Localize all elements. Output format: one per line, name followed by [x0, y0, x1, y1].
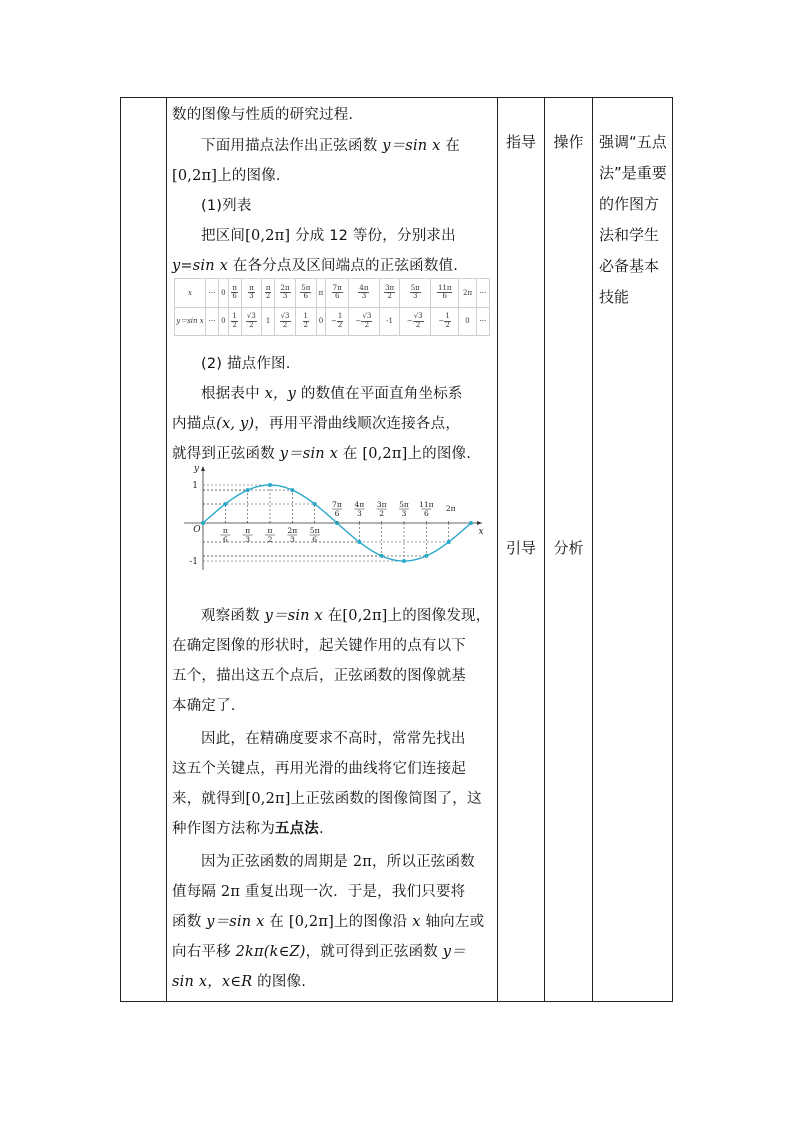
table-cell: − $\frac{√3}{2}$	[349, 307, 380, 336]
table-cell: 0	[219, 307, 228, 336]
table-cell: $\frac{5\pi}{3}$	[400, 279, 431, 308]
table-cell: ···	[476, 307, 489, 336]
activity-label-top: 操作	[553, 133, 584, 151]
x-tick-label: 2π	[287, 526, 298, 535]
x-tick-label: 2π	[445, 504, 456, 513]
data-point	[447, 540, 451, 544]
table-cell: − $\frac{1}{2}$	[326, 307, 349, 336]
table-cell: $\frac{1}{2}$	[295, 307, 316, 336]
table-cell: − $\frac{1}{2}$	[431, 307, 459, 336]
text-line: 函数 y＝sin x 在 [0,2π]上的图像沿 x 轴向左或	[172, 914, 485, 930]
x-tick-label: 2	[379, 509, 385, 518]
table-cell: $\frac{\pi}{3}$	[241, 279, 261, 308]
table-cell: $\frac{√3}{2}$	[275, 307, 296, 336]
text-line: 因此，在精确度要求不高时，常常先找出	[201, 731, 466, 747]
table-row	[175, 307, 490, 336]
sine-value-table	[174, 278, 490, 336]
data-point	[357, 540, 361, 544]
text-line: 观察函数 y＝sin x 在[0,2π]上的图像发现，	[201, 608, 491, 624]
y-axis-label: y	[193, 464, 199, 474]
text-line: 来，就得到[0,2π]上正弦函数的图像简图了，这	[172, 791, 482, 807]
text-line: 根据表中 x，y 的数值在平面直角坐标系	[201, 386, 463, 402]
table-cell: 1	[262, 307, 275, 336]
text-line: 内描点(x, y)，再用平滑曲线顺次连接各点，	[172, 416, 461, 432]
x-tick-label: π	[245, 526, 251, 535]
y-tick-label: -1	[189, 557, 198, 567]
x-tick-label: 6	[423, 509, 429, 518]
table-cell: -1	[379, 307, 400, 336]
table-cell: − $\frac{√3}{2}$	[400, 307, 431, 336]
activity-label-mid: 分析	[553, 539, 584, 557]
x-tick-label: 2	[267, 535, 273, 544]
table-cell: 0	[219, 279, 228, 308]
sine-graph	[176, 462, 488, 574]
x-tick-label: 5π	[399, 500, 409, 509]
text-line: sin x，x∈R 的图像.	[172, 974, 307, 990]
x-tick-label: 11π	[419, 500, 434, 509]
x-tick-label: 7π	[332, 500, 342, 509]
x-tick-label: 6	[334, 509, 340, 518]
method-label-mid: 引导	[505, 539, 536, 557]
text-line: 值每隔 2π 重复出现一次．于是，我们只要将	[172, 884, 466, 900]
data-point	[268, 483, 272, 487]
data-point	[380, 554, 384, 558]
y-axis-arrow-icon	[201, 466, 205, 471]
text-line: 下面用描点法作出正弦函数 y＝sin x 在	[201, 138, 461, 154]
table-border	[672, 97, 673, 1001]
table-cell: 0	[459, 307, 476, 336]
text-line: 五个，描出这五个点后，正弦函数的图像就基	[172, 668, 466, 684]
table-cell: $\frac{5\pi}{6}$	[295, 279, 316, 308]
text-line: 种作图方法称为五点法.	[172, 821, 324, 837]
data-point	[201, 521, 205, 525]
x-axis-arrow-icon	[477, 521, 482, 525]
table-cell: ···	[206, 307, 219, 336]
data-point	[402, 559, 406, 563]
text-line: 向右平移 2kπ(k∈Z)，就可得到正弦函数 y＝	[172, 944, 466, 960]
table-cell: ···	[476, 279, 489, 308]
table-border	[166, 97, 167, 1001]
text-line: 就得到正弦函数 y＝sin x 在 [0,2π]上的图像.	[172, 446, 472, 462]
text-line: 因为正弦函数的周期是 2π，所以正弦函数	[201, 854, 475, 870]
x-axis-label: x	[478, 527, 484, 537]
text-line: (1)列表	[201, 198, 252, 214]
table-cell: $\frac{√3}{2}$	[241, 307, 261, 336]
y-tick-label: 1	[192, 481, 198, 491]
x-tick-label: 3	[245, 535, 251, 544]
text-line: [0,2π]上的图像.	[172, 168, 281, 184]
x-tick-label: 3	[401, 509, 407, 518]
data-point	[469, 521, 473, 525]
x-tick-label: 6	[222, 535, 228, 544]
text-line: (2) 描点作图.	[201, 356, 291, 372]
data-point	[313, 502, 317, 506]
text-line: 在确定图像的形状时，起关键作用的点有以下	[172, 638, 466, 654]
table-cell: π	[316, 279, 326, 308]
design-intent-note: 强调“五点法”是重要的作图方法和学生必备基本技能	[599, 133, 667, 306]
table-bottom-border	[120, 1001, 673, 1002]
table-border	[592, 97, 593, 1001]
five-point-method-term: 五点法	[274, 821, 320, 837]
table-cell: $\frac{4\pi}{3}$	[349, 279, 380, 308]
x-tick-label: 3	[289, 535, 295, 544]
table-cell: $\frac{3\pi}{2}$	[379, 279, 400, 308]
table-cell: 2π	[459, 279, 476, 308]
data-point	[246, 488, 250, 492]
x-tick-label: 4π	[354, 500, 365, 509]
table-cell: 0	[316, 307, 326, 336]
table-cell: $\frac{1}{2}$	[228, 307, 241, 336]
data-point	[290, 488, 294, 492]
text-line: 数的图像与性质的研究过程.	[172, 107, 354, 123]
table-cell: $\frac{2\pi}{3}$	[275, 279, 296, 308]
method-label-top: 指导	[505, 133, 536, 151]
x-tick-label: 3	[356, 509, 362, 518]
table-cell: ···	[206, 279, 219, 308]
x-tick-label: π	[267, 526, 273, 535]
origin-label: O	[193, 525, 201, 535]
text-line: 这五个关键点，再用光滑的曲线将它们连接起	[172, 761, 466, 777]
x-tick-label: 5π	[309, 526, 320, 535]
text-line: 本确定了.	[172, 698, 236, 714]
table-cell: $\frac{7\pi}{6}$	[326, 279, 349, 308]
data-point	[424, 554, 428, 558]
table-cell: $\frac{11\pi}{6}$	[431, 279, 459, 308]
table-cell: $\frac{\pi}{2}$	[262, 279, 275, 308]
table-header-y: y＝sin x	[175, 307, 206, 336]
x-tick-label: 3π	[376, 500, 387, 509]
table-cell: $\frac{\pi}{6}$	[228, 279, 241, 308]
table-border	[120, 97, 121, 1001]
table-header-x: x	[175, 279, 206, 308]
x-tick-label: π	[222, 526, 228, 535]
text-line: y=sin x 在各分点及区间端点的正弦函数值.	[172, 258, 459, 274]
text-line: 把区间[0,2π] 分成 12 等份，分别求出	[201, 228, 456, 244]
table-row	[175, 279, 490, 308]
data-point	[223, 502, 227, 506]
x-tick-label: 6	[312, 535, 318, 544]
